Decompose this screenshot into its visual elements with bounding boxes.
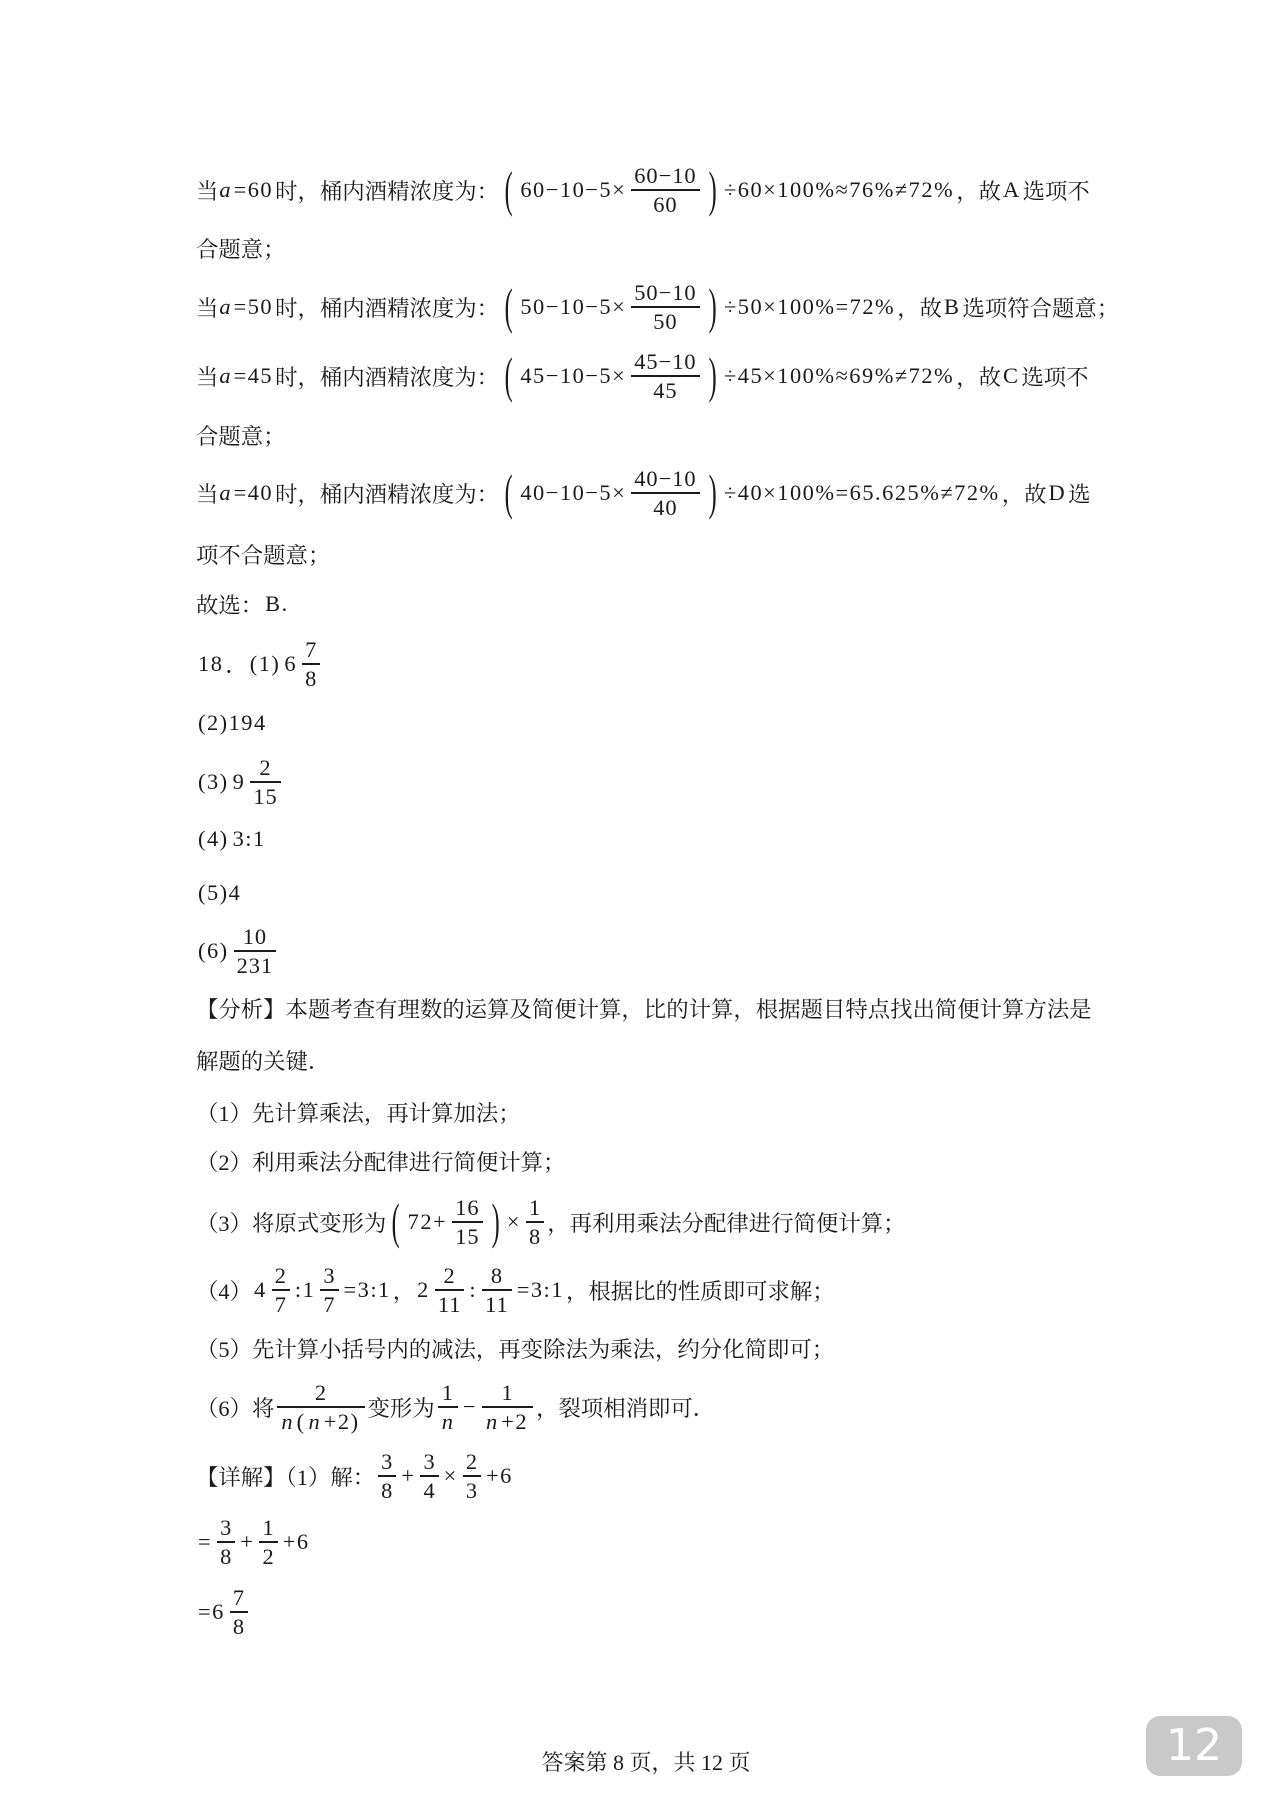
math-text: =6: [198, 1599, 225, 1624]
fraction-denominator: 3: [465, 1477, 479, 1503]
fraction-numerator: 2: [259, 755, 272, 781]
fraction-denominator: 45: [653, 377, 678, 403]
fraction-numerator: 1: [441, 1380, 454, 1406]
text-run: 选: [1068, 482, 1091, 507]
text-run: 【分析】本题考查有理数的运算及简便计算，比的计算，根据题目特点找出简便计算方法是: [196, 997, 1092, 1022]
fraction: [378, 1448, 396, 1503]
right-paren: ): [708, 277, 717, 334]
math-text: ÷60×100%≈76%≠72%: [723, 177, 955, 202]
page-footer: 答案第 8 页，共 12 页: [541, 1750, 751, 1775]
fraction: [277, 1379, 364, 1434]
math-text: (3): [198, 769, 229, 794]
fraction: [438, 1379, 458, 1434]
fraction: [302, 636, 320, 691]
fraction: [230, 1584, 248, 1639]
fraction-numerator: 7: [232, 1585, 246, 1611]
fraction-numerator: 2: [314, 1380, 328, 1406]
fraction-numerator: 3: [323, 1263, 336, 1289]
option-d-check: [196, 461, 1091, 525]
fraction-numerator: 50−10: [634, 280, 697, 306]
left-paren: (: [504, 160, 513, 217]
math-text: 60−10−5×: [520, 177, 627, 202]
text-run: （2）利用乘法分配律进行简便计算；: [196, 1150, 566, 1175]
text-run: 合题意；: [196, 424, 286, 449]
page-number-badge: 12: [1146, 1716, 1242, 1776]
fraction-numerator: 1: [262, 1515, 275, 1541]
math-text: =60: [233, 177, 274, 202]
fraction-numerator: 3: [381, 1449, 394, 1475]
fraction-denominator: [482, 1408, 533, 1435]
left-paren: (: [504, 463, 513, 520]
option-c-check: [196, 344, 1089, 408]
text-run: （5）先计算小括号内的减法，再变除法为乘法，约分化简即可；: [196, 1337, 835, 1362]
math-variable: a: [219, 177, 231, 202]
fraction: [217, 1514, 235, 1569]
math-text: 3:1: [232, 826, 266, 851]
analysis-step-2: [196, 1129, 565, 1193]
math-text: 72+: [407, 1209, 448, 1234]
fraction: [234, 923, 277, 978]
math-variable: a: [219, 294, 231, 319]
fraction-denominator: 7: [274, 1291, 287, 1317]
fraction: [259, 1514, 277, 1569]
text-run: 当: [196, 179, 219, 204]
text-run: ，故: [897, 296, 942, 321]
fraction-numerator: 8: [490, 1263, 504, 1289]
analysis-step-4: [196, 1258, 835, 1322]
math-text: −: [462, 1394, 478, 1419]
fraction-numerator: 2: [443, 1263, 456, 1289]
math-variable: n: [281, 1408, 294, 1434]
detail-step-1-eq-1: [196, 1510, 312, 1574]
math-text: ×: [506, 1209, 522, 1234]
fraction-denominator: 8: [305, 665, 318, 691]
text-run: 时，桶内酒精浓度为：: [275, 296, 500, 321]
fraction-numerator: 7: [305, 637, 318, 663]
math-text: 2: [417, 1277, 430, 1302]
math-text: +6: [486, 1463, 513, 1488]
text-run: （4）: [196, 1279, 252, 1304]
right-paren: ): [708, 160, 717, 217]
text-run: 项不合题意；: [196, 543, 331, 568]
analysis-step-3: [196, 1190, 906, 1254]
detail-step-1-eq-2: [196, 1580, 251, 1644]
option-c-check-cont: [196, 403, 286, 467]
fraction-numerator: 60−10: [634, 163, 697, 189]
analysis-step-5: [196, 1316, 834, 1380]
text-run: 时，桶内酒精浓度为：: [275, 482, 500, 507]
math-text: =: [198, 1529, 213, 1554]
answer-choice: [196, 572, 291, 636]
fraction-denominator: [277, 1408, 364, 1435]
math-text: C: [1002, 363, 1020, 388]
math-text: 45−10−5×: [520, 363, 627, 388]
fraction-denominator: 40: [653, 494, 678, 520]
text-run: ，故: [1001, 482, 1047, 507]
fraction: [631, 465, 699, 520]
text-run: ，故: [956, 179, 1001, 204]
fraction-denominator: 11: [485, 1291, 509, 1317]
fraction-denominator: 15: [253, 783, 278, 809]
text-run: ，: [392, 1279, 416, 1304]
fraction-denominator: 7: [323, 1291, 336, 1317]
math-variable: n: [441, 1408, 454, 1434]
math-text: (6): [198, 938, 229, 963]
fraction-denominator: 4: [423, 1477, 436, 1503]
fraction-numerator: 3: [423, 1449, 436, 1475]
answer-18-6: [196, 919, 279, 983]
fraction: [420, 1448, 438, 1503]
answer-18-5: [196, 861, 243, 925]
left-paren: (: [504, 346, 513, 403]
fraction-denominator: 2: [262, 1543, 275, 1569]
text-run: 解题的关键．: [196, 1049, 331, 1074]
fraction: [631, 348, 699, 403]
fraction: [250, 754, 280, 809]
fraction: [482, 1262, 512, 1317]
fraction-numerator: 2: [274, 1263, 287, 1289]
left-paren: (: [504, 277, 513, 334]
text-run: 选项不: [1022, 179, 1090, 204]
text-run: 故选：: [196, 593, 264, 618]
fraction-denominator: 60: [653, 191, 678, 217]
text-run: （6）将: [196, 1396, 275, 1421]
text-run: ．: [225, 653, 248, 678]
math-text: =40: [233, 480, 274, 505]
fraction: [631, 162, 699, 217]
fraction-numerator: 40−10: [634, 466, 697, 492]
fraction-denominator: 15: [455, 1223, 480, 1249]
text-run: ，再利用乘法分配律进行简便计算；: [547, 1211, 906, 1236]
math-text: D: [1048, 480, 1067, 505]
fraction-denominator: 8: [529, 1223, 542, 1249]
math-text: 9: [232, 769, 246, 794]
fraction-denominator: 8: [232, 1613, 246, 1639]
math-text: +: [240, 1529, 255, 1554]
math-text: ÷45×100%≈69%≠72%: [723, 363, 955, 388]
fraction-denominator: 11: [437, 1291, 462, 1317]
text-run: 【详解】（1）解：: [196, 1465, 376, 1490]
text-run: ，故: [956, 365, 1001, 390]
math-text: :: [469, 1277, 478, 1302]
fraction: [463, 1448, 481, 1503]
fraction-denominator: 8: [220, 1543, 233, 1569]
text-run: 选项不: [1021, 365, 1089, 390]
math-text: 40−10−5×: [520, 480, 627, 505]
text-run: 选项符合题意；: [962, 296, 1120, 321]
text-run: 当: [196, 482, 219, 507]
math-text: (4): [198, 826, 229, 851]
text-run: （1）先计算乘法，再计算加法；: [196, 1101, 521, 1126]
math-text: (: [296, 1408, 306, 1434]
text-run: 变形为: [367, 1396, 435, 1421]
math-text: ÷50×100%=72%: [723, 294, 896, 319]
right-paren: ): [708, 463, 717, 520]
math-text: +2: [501, 1408, 529, 1434]
answer-18-2: [196, 691, 269, 755]
fraction: [631, 279, 699, 334]
right-paren: ): [491, 1192, 500, 1249]
text-run: 合题意；: [196, 237, 286, 262]
math-text: 6: [284, 651, 298, 676]
math-text: 4: [253, 1277, 267, 1302]
detail-step-1: [196, 1444, 515, 1508]
left-paren: (: [391, 1192, 401, 1249]
text-run: 当: [196, 365, 219, 390]
math-text: B.: [265, 591, 289, 616]
math-text: =50: [233, 294, 274, 319]
fraction: [452, 1194, 482, 1249]
option-b-check: [196, 275, 1119, 339]
math-text: (5)4: [198, 880, 242, 905]
fraction: [272, 1262, 290, 1317]
math-text: +: [401, 1463, 416, 1488]
option-a-check: [196, 158, 1090, 222]
text-run: ，根据比的性质即可求解；: [565, 1279, 835, 1304]
math-text: (2)194: [198, 710, 267, 735]
fraction-numerator: 10: [242, 924, 268, 950]
fraction: [435, 1262, 465, 1317]
answer-18-3: [196, 750, 284, 814]
math-variable: a: [219, 480, 231, 505]
math-text: ×: [443, 1463, 458, 1488]
fraction-numerator: 1: [529, 1195, 542, 1221]
fraction-numerator: 45−10: [634, 349, 697, 375]
fraction-denominator: 50: [653, 308, 678, 334]
math-text: A: [1002, 177, 1021, 202]
math-text: 50−10−5×: [520, 294, 627, 319]
math-variable: n: [486, 1408, 499, 1434]
math-text: (1): [249, 651, 281, 676]
fraction-numerator: 16: [455, 1195, 480, 1221]
math-text: ÷40×100%=65.625%≠72%: [723, 480, 1000, 505]
math-text: +2): [323, 1408, 360, 1434]
answer-18-1: [196, 632, 323, 696]
fraction: [482, 1379, 533, 1434]
text-run: 时，桶内酒精浓度为：: [275, 365, 500, 390]
math-text: :1: [294, 1277, 316, 1302]
fraction-numerator: 2: [465, 1449, 479, 1475]
option-a-check-cont: [196, 216, 286, 280]
math-text: B: [943, 294, 961, 319]
fraction: [320, 1262, 338, 1317]
fraction-denominator: 231: [236, 952, 274, 978]
right-paren: ): [708, 346, 717, 403]
math-text: =3:1: [516, 1277, 564, 1302]
math-variable: a: [219, 363, 231, 388]
text-run: 当: [196, 296, 219, 321]
math-text: =3:1: [343, 1277, 391, 1302]
analysis-step-6: [196, 1375, 715, 1439]
math-text: +6: [282, 1529, 310, 1554]
fraction-denominator: [438, 1408, 458, 1435]
math-variable: n: [308, 1408, 321, 1434]
text-run: 时，桶内酒精浓度为：: [275, 179, 500, 204]
text-run: （3）将原式变形为: [196, 1211, 387, 1236]
math-text: =45: [233, 363, 274, 388]
fraction: [526, 1194, 544, 1249]
text-run: ，裂项相消即可．: [536, 1396, 716, 1421]
analysis-intro: [196, 976, 1092, 1040]
fraction-numerator: 1: [501, 1380, 514, 1406]
fraction-numerator: 3: [220, 1515, 233, 1541]
math-text: 18: [198, 651, 224, 676]
fraction-denominator: 8: [381, 1477, 394, 1503]
